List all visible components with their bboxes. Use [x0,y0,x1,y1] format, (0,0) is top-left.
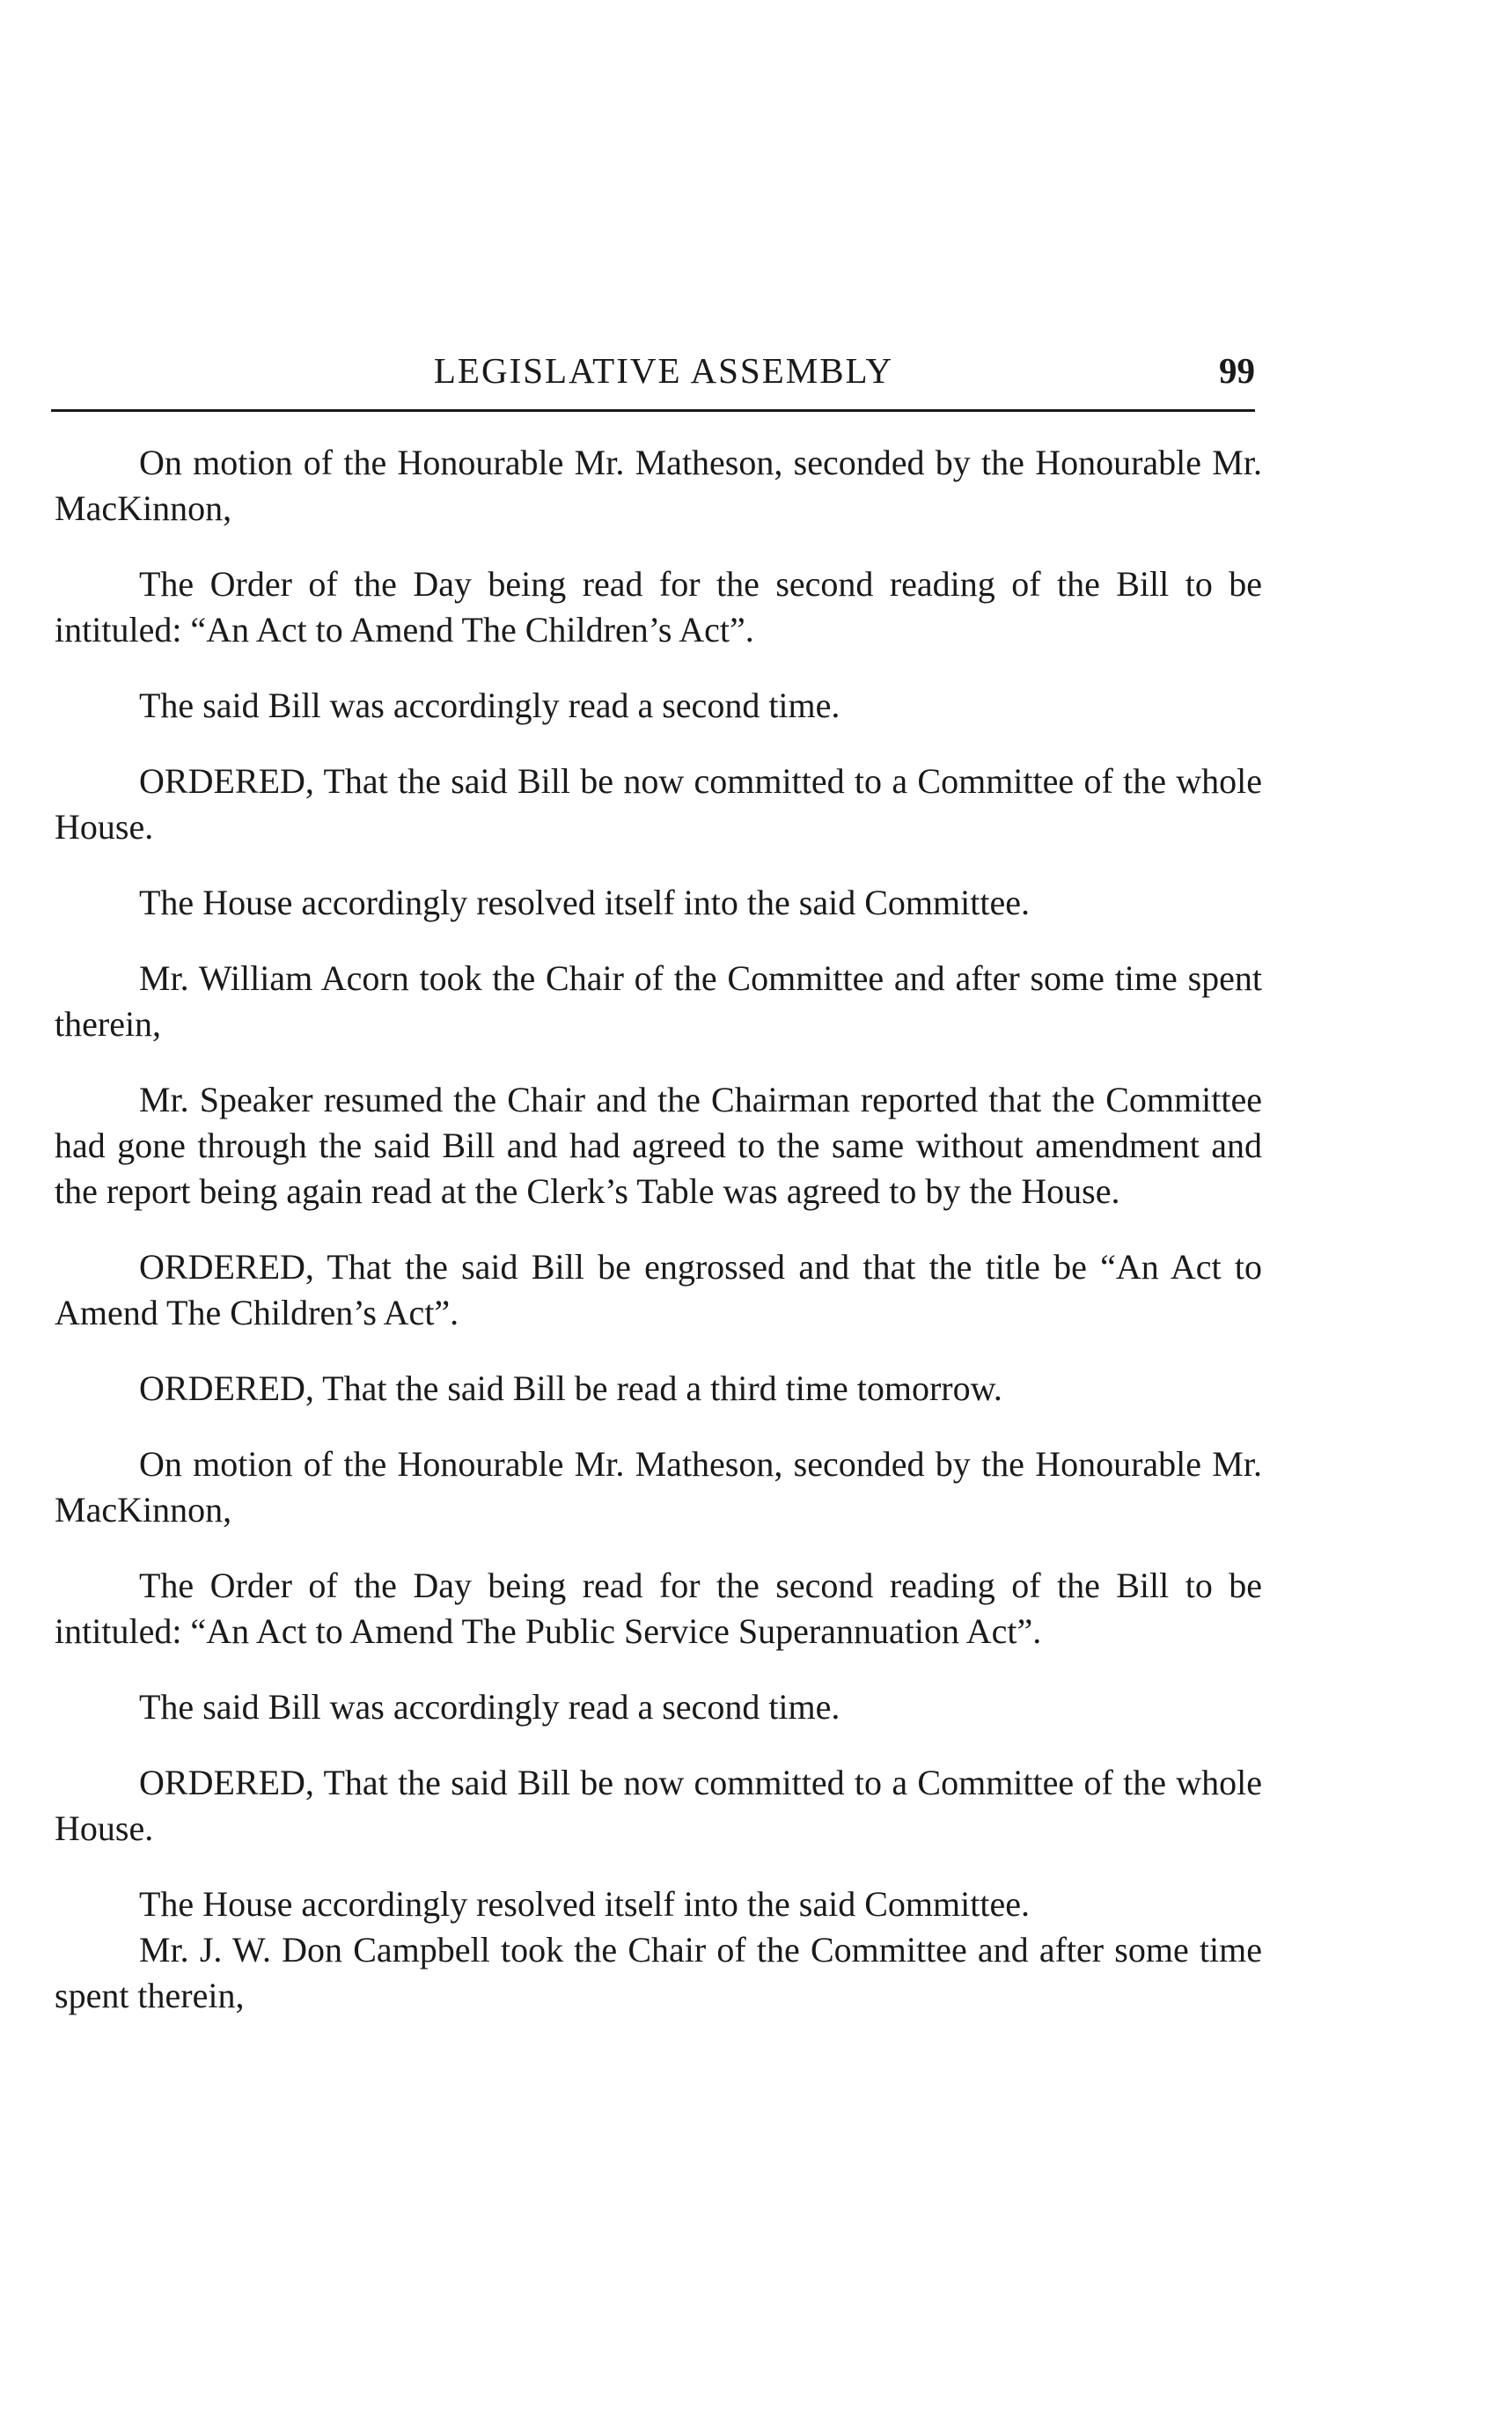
paragraph: The said Bill was accordingly read a second time. [139,1687,840,1727]
paragraph: ORDERED, That the said Bill be read a third time tomorrow. [139,1368,1002,1408]
paragraph: The House accordingly resolved itself into the said Committee. [139,1884,1030,1924]
body-text [55,440,1262,2019]
paragraph: On motion of the Honourable Mr. Matheson, seconded by the Honourable Mr. MacKinnon, [55,443,1262,528]
page-number: 99 [1219,350,1255,391]
header-rule [51,409,1255,412]
paragraph: Mr. J. W. Don Campbell took the Chair of the Committee and after some time spent therein, [55,1930,1262,2015]
paragraph: The House accordingly resolved itself into the said Committee. [139,883,1030,922]
page-header [51,348,1255,412]
paragraph: The Order of the Day being read for the second reading of the Bill to be intituled: “An Act to Amend The Children’s Act”. [55,564,1262,649]
paragraph: Mr. William Acorn took the Chair of the Committee and after some time spent therein, [55,958,1262,1044]
paragraph: The Order of the Day being read for the second reading of the Bill to be intituled: “An Act to Amend The Public Service Superannuation Act”. [55,1566,1262,1651]
paragraph: Mr. Speaker resumed the Chair and the Chairman reported that the Committee had gone through the said Bill and had agreed to the same without amendment and the report being again read at the Clerk’s Table was agreed to by the House. [55,1080,1262,1211]
paragraph: The said Bill was accordingly read a second time. [139,686,840,725]
paragraph: ORDERED, That the said Bill be now committed to a Committee of the whole House. [55,1763,1262,1848]
paragraph: ORDERED, That the said Bill be engrossed and that the title be “An Act to Amend The Children’s Act”. [55,1247,1262,1332]
paragraph: ORDERED, That the said Bill be now committed to a Committee of the whole House. [55,761,1262,847]
running-head: LEGISLATIVE ASSEMBLY [433,350,894,391]
paragraph: On motion of the Honourable Mr. Matheson, seconded by the Honourable Mr. MacKinnon, [55,1444,1262,1529]
